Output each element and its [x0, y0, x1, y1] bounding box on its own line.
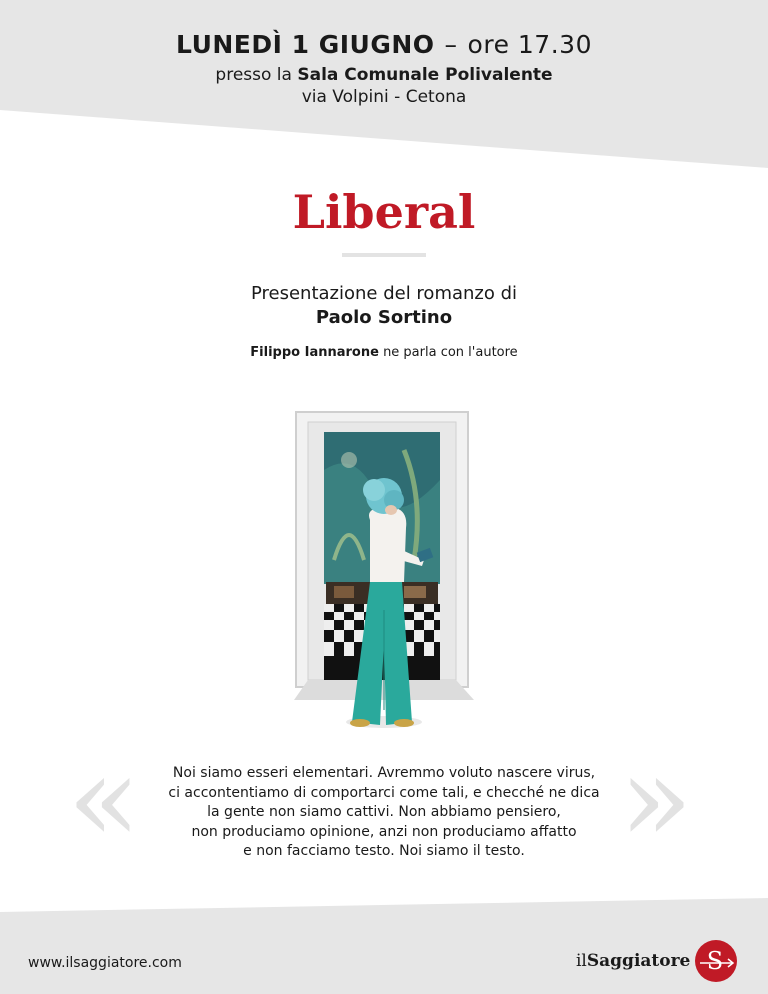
quote-line: la gente non siamo cattivi. Non abbiamo pensiero, — [207, 804, 561, 820]
event-header — [0, 30, 768, 107]
cover-illustration — [294, 410, 474, 735]
venue-prefix: presso la — [215, 65, 292, 85]
close-quote-icon — [619, 730, 693, 869]
date-separator: – — [444, 30, 458, 59]
event-date: LUNEDÌ 1 GIUGNO — [176, 30, 435, 59]
moderator-line — [0, 345, 768, 360]
quote-line: non produciamo opinione, anzi non produciamo affatto — [191, 823, 577, 840]
quote-line: ci accontentiamo di comportarci come tali, e checché ne dica — [168, 784, 600, 801]
publisher-logo-icon — [694, 939, 738, 983]
publisher-logo-text — [576, 951, 690, 971]
svg-text:«: « — [67, 730, 141, 869]
presentation-line: Presentazione del romanzo di — [250, 283, 518, 304]
date-time-line — [0, 30, 768, 59]
logo-name: Saggiatore — [586, 951, 691, 971]
venue-line — [0, 65, 768, 85]
book-title: Liberal — [292, 185, 476, 239]
book-quote — [144, 764, 624, 862]
svg-text:»: » — [619, 730, 693, 869]
open-quote-icon — [67, 730, 141, 869]
moderator-suffix: ne parla con l'autore — [383, 345, 518, 360]
event-time: ore 17.30 — [467, 30, 592, 59]
bottom-gray-band — [0, 898, 768, 994]
logo-prefix: il — [576, 951, 587, 971]
website-link[interactable]: www.ilsaggiatore.com — [28, 955, 182, 971]
author-name: Paolo Sortino — [315, 307, 453, 328]
venue-name: Sala Comunale Polivalente — [297, 65, 553, 85]
quote-line: e non facciamo testo. Noi siamo il testo. — [243, 843, 525, 859]
title-divider — [342, 253, 426, 257]
quote-line: Noi siamo esseri elementari. Avremmo voluto nascere virus, — [172, 765, 596, 781]
moderator-name: Filippo Iannarone — [250, 345, 379, 360]
svg-text:S: S — [706, 947, 724, 975]
presentation-block — [0, 283, 768, 328]
venue-address: via Volpini - Cetona — [301, 87, 467, 107]
